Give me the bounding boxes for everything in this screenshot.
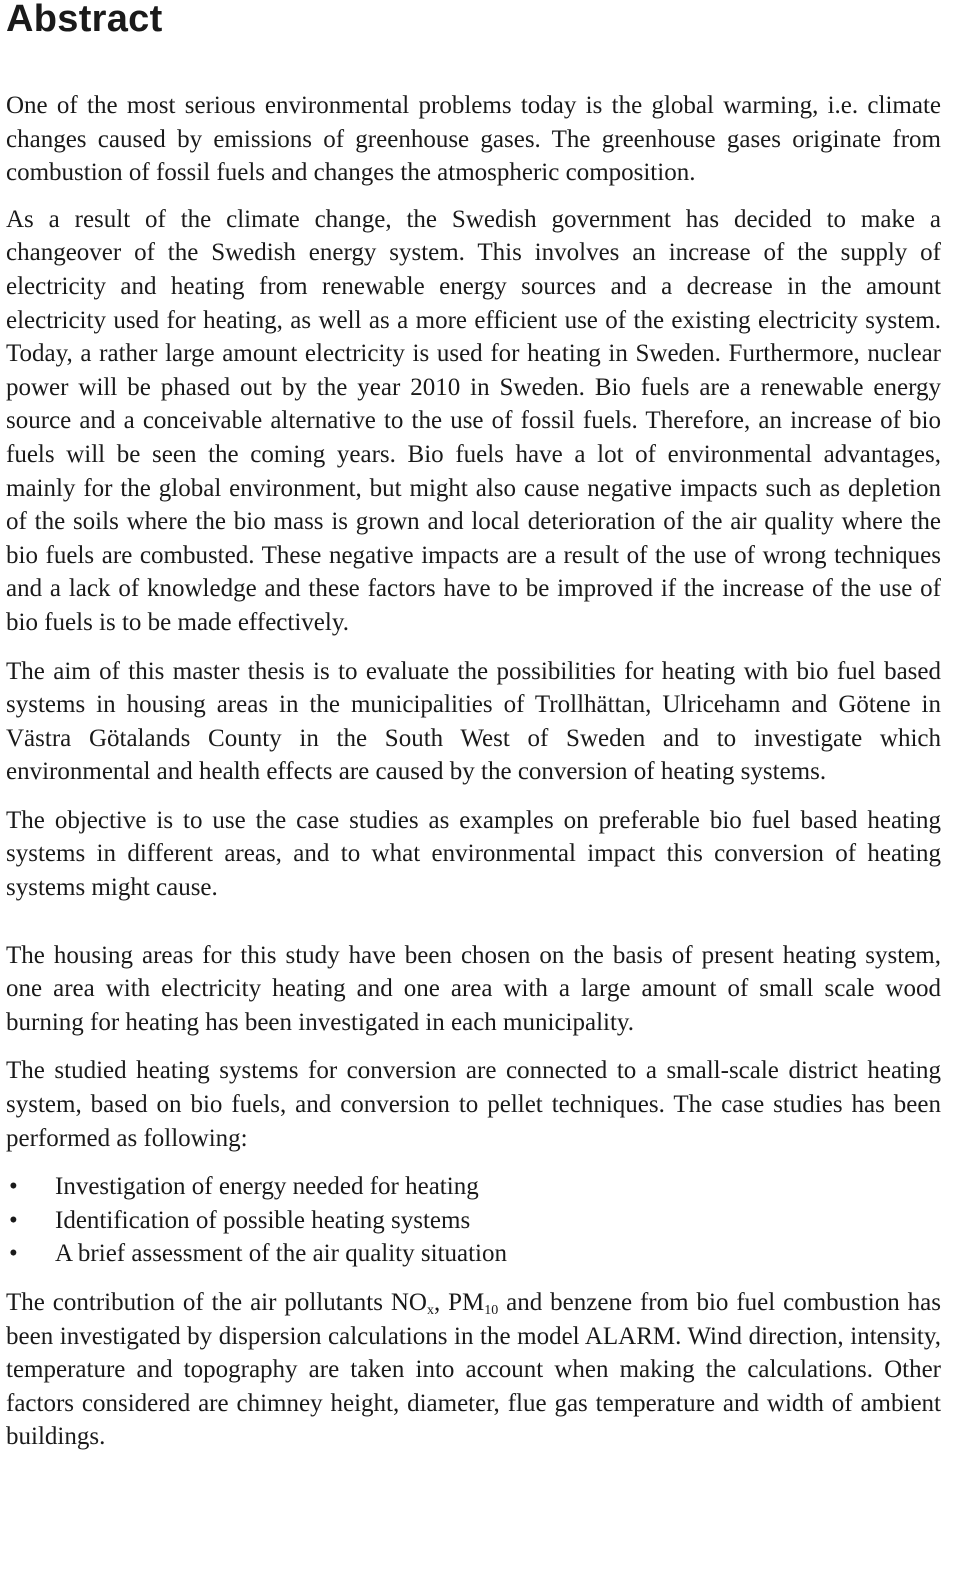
paragraph-air-pollutants [6,1286,941,1454]
paragraph-swedish-energy-system: As a result of the climate change, the Swedish government has decided to make a changeover of the Swedish energy system. This involves an increase of the supply of electricity and heating from renewable energy sources and a decrease in the amount electricity used for heating, as well as a more efficient use of the existing electricity system. Today, a rather large amount electricity is used for heating in Sweden. Furthermore, nuclear power will be phased out by the year 2010 in Sweden. Bio fuels are a renewable energy source and a conceivable alternative to the use of fossil fuels. Therefore, an increase of bio fuels will be seen the coming years. Bio fuels have a lot of environmental advantages, mainly for the global environment, but might also cause negative impacts such as depletion of the soils where the bio mass is grown and local deterioration of the air quality where the bio fuels are combusted. These negative impacts are a result of the use of wrong techniques and a lack of knowledge and these factors have to be improved if the increase of the use of bio fuels is to be made effectively. [6,205,941,636]
list-item-text: Investigation of energy needed for heating [55,1173,479,1201]
paragraph-global-warming: One of the most serious environmental problems today is the global warming, i.e. climate changes caused by emissions of greenhouse gases. The greenhouse gases originate from combustion of fossil fuels and changes the atmospheric composition. [6,92,941,187]
nox-subscript: x [426,1303,434,1318]
paragraph-heating-systems: The studied heating systems for conversion are connected to a small-scale district heating system, based on bio fuels, and conversion to pellet techniques. The case studies has been performed as following: [6,1057,941,1152]
list-item [6,1204,941,1238]
pollutants-text-start: The contribution of the air pollutants NO [6,1289,427,1316]
abstract-page [6,0,941,1454]
case-study-list [6,1170,941,1271]
pm10-subscript: 10 [484,1303,499,1318]
abstract-body [6,89,941,1454]
pollutants-text-end: and benzene from bio fuel combustion has been investigated by dispersion calculations in the model ALARM. Wind direction, intensity, temperature and topography are taken into account when making the calculations. Other factors considered are chimney height, diameter, flue gas temperature and width of ambient buildings. [6,1289,941,1451]
list-item-text: A brief assessment of the air quality situation [55,1240,507,1268]
bullet-icon: • [9,1240,18,1268]
page-title: Abstract [6,0,163,40]
pollutants-text-pm: , PM [433,1289,485,1316]
list-item [6,1237,941,1271]
bullet-icon: • [9,1206,18,1234]
paragraph-objective: The objective is to use the case studies as examples on preferable bio fuel based heating systems in different areas, and to what environmental impact this conversion of heating systems might cause. [6,806,941,902]
list-item-text: Identification of possible heating systems [55,1206,471,1234]
list-item [6,1170,941,1204]
paragraph-housing-areas: The housing areas for this study have been chosen on the basis of present heating system, one area with electricity heating and one area with a large amount of small scale wood burning for heating has been investigated in each municipality. [6,941,941,1036]
bullet-icon: • [9,1173,18,1201]
paragraph-thesis-aim: The aim of this master thesis is to evaluate the possibilities for heating with bio fuel based systems in housing areas in the municipalities of Trollhättan, Ulricehamn and Götene in Västra Götalands County in the South West of Sweden and to investigate which environmental and health effects are caused by the conversion of heating systems. [6,657,941,786]
